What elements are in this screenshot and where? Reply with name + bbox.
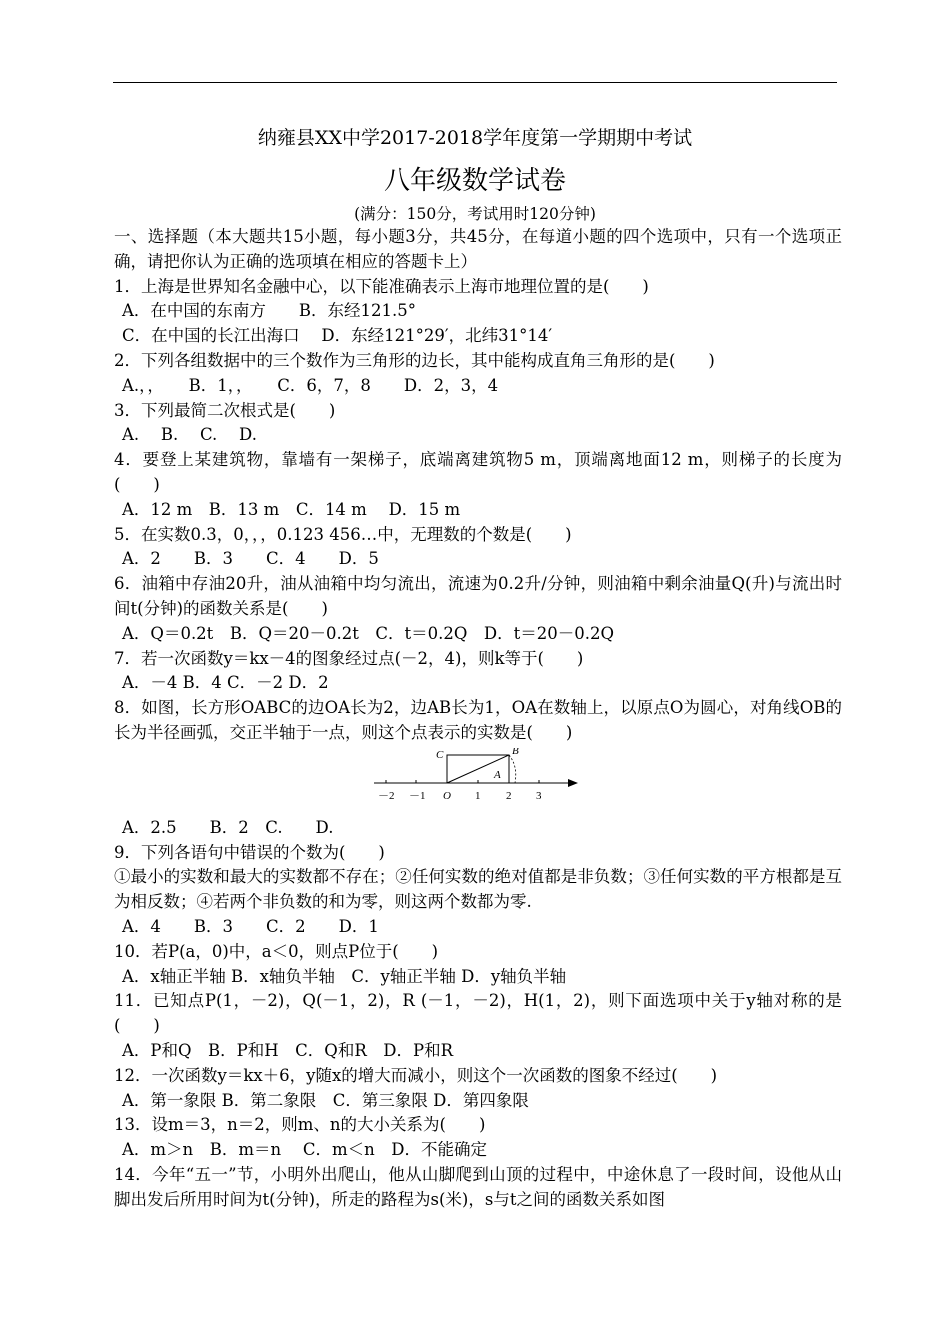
question-stem: 3．下列最简二次根式是( )	[114, 400, 336, 420]
point-label-b: B	[512, 747, 519, 757]
question-stem: 6．油箱中存油20升，油从油箱中均匀流出，流速为0.2升/分钟，则油箱中剩余油量Q(升)与流出时间t(分钟)的函数关系是( )	[114, 574, 842, 618]
tick-label: －1	[409, 789, 426, 802]
exam-title: 纳雍县XX中学2017-2018学年度第一学期期中考试	[257, 127, 693, 149]
question-options: A．－4 B．4 C．－2 D．2	[122, 673, 329, 693]
point-label-c: C	[436, 748, 444, 761]
tick-label: 1	[475, 789, 481, 802]
question-stem: 9．下列各语句中错误的个数为( )	[114, 842, 385, 862]
question-options: A．Q＝0.2t B．Q＝20－0.2t C．t＝0.2Q D．t＝20－0.2Q	[122, 623, 614, 643]
question-options: A．第一象限 B．第二象限 C．第三象限 D．第四象限	[122, 1090, 529, 1110]
question-options: A．2.5 B．2 C. D.	[122, 817, 334, 837]
question-stem: 12．一次函数y＝kx＋6，y随x的增大而减小，则这个一次函数的图象不经过( )	[114, 1065, 718, 1085]
question-options: A．x轴正半轴 B．x轴负半轴 C．y轴正半轴 D．y轴负半轴	[122, 966, 567, 986]
section-heading: 一、选择题（本大题共15小题，每小题3分，共45分，在每道小题的四个选项中，只有一个选项正确，请把你认为正确的选项填在相应的答题卡上）	[114, 227, 842, 271]
question-options: C．在中国的长江出海口 D．东经121°29′，北纬31°14′	[122, 326, 553, 346]
number-line-diagram	[366, 748, 706, 812]
question-stem: 7．若一次函数y＝kx－4的图象经过点(－2，4)，则k等于( )	[114, 648, 584, 668]
question-stem: 11．已知点P(1，－2)，Q(－1，2)，R (－1，－2)，H(1，2)，则下面选项中关于y轴对称的是( )	[114, 991, 842, 1036]
arc	[509, 755, 516, 783]
question-options: A．2 B．3 C．4 D．5	[122, 549, 379, 569]
question-options: A.，， B．1，， C．6，7，8 D．2，3，4	[122, 375, 499, 395]
question-stem: 10．若P(a，0)中，a＜0，则点P位于( )	[114, 941, 439, 961]
top-rule	[113, 82, 837, 83]
tick-label: 3	[536, 789, 542, 802]
number-line-figure	[114, 746, 842, 816]
question-options: A．4 B．3 C．2 D．1	[122, 916, 379, 936]
question-stem: 14．今年“五一”节，小明外出爬山，他从山脚爬到山顶的过程中，中途休息了一段时间，设他从山脚出发后所用时间为t(分钟)，所走的路程为s(米)，s与t之间的函数关系如图	[114, 1164, 842, 1209]
question-options: A．P和Q B．P和H C．Q和R D．P和R	[122, 1040, 453, 1060]
question-stem: 2．下列各组数据中的三个数作为三角形的边长，其中能构成直角三角形的是( )	[114, 350, 715, 370]
tick-label: O	[443, 789, 451, 802]
question-stem: 5．在实数0.3，0，，，0.123 456…中，无理数的个数是( )	[114, 524, 572, 544]
tick-label: 2	[506, 789, 512, 802]
point-label-a: A	[494, 768, 501, 781]
question-stem: 13．设m＝3，n＝2，则m、n的大小关系为( )	[114, 1115, 486, 1135]
tick-label: －2	[378, 789, 395, 802]
question-options: A. B. C. D.	[122, 425, 257, 445]
question-options: A．m＞n B．m＝n C．m＜n D．不能确定	[122, 1140, 487, 1160]
question-body	[114, 225, 842, 1212]
axis-arrow	[568, 779, 578, 787]
paper-title: 八年级数学试卷	[383, 166, 566, 196]
question-stem: 1．上海是世界知名金融中心，以下能准确表示上海市地理位置的是( )	[114, 276, 649, 296]
question-statements: ①最小的实数和最大的实数都不存在；②任何实数的绝对值都是非负数；③任何实数的平方根都是互为相反数；④若两个非负数的和为零，则这两个数都为零.	[114, 867, 842, 912]
question-stem: 8．如图，长方形OABC的边OA长为2，边AB长为1，OA在数轴上，以原点O为圆心，对角线OB的长为半径画弧，交正半轴于一点，则这个点表示的实数是( )	[114, 698, 842, 742]
question-options: A．在中国的东南方 B．东经121.5°	[122, 301, 417, 321]
question-options: A．12 m B．13 m C．14 m D．15 m	[122, 499, 461, 519]
exam-note: (满分：150分，考试用时120分钟)	[354, 205, 596, 223]
question-stem: 4．要登上某建筑物，靠墙有一架梯子，底端离建筑物5 m，顶端离地面12 m，则梯子的长度为( )	[114, 450, 842, 494]
